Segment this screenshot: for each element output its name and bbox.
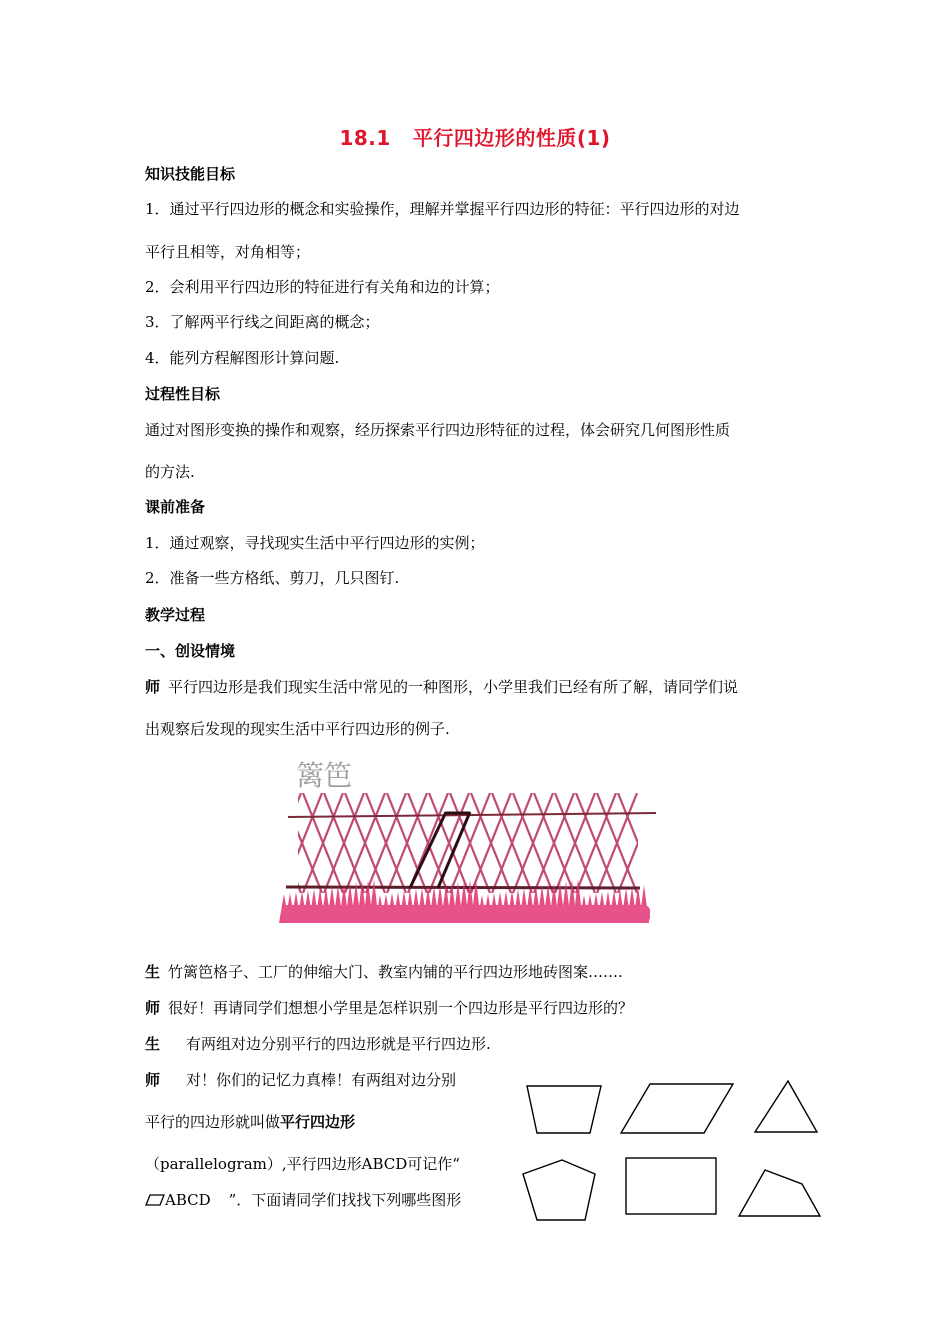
dialogue-5b (145, 1112, 355, 1132)
knowledge-item-3: 3．了解两平行线之间距离的概念； (145, 313, 380, 331)
heading-process: 过程性目标 (145, 385, 221, 403)
fence-caption: 篱笆 (296, 759, 353, 792)
dialogue-1b: 出观察后发现的现实生活中平行四边形的例子. (145, 720, 450, 738)
dialogue-2 (145, 962, 623, 982)
heading-knowledge: 知识技能目标 (145, 165, 236, 183)
dialogue-2-text: 竹篱笆格子、工厂的伸缩大门、教室内铺的平行四边形地砖图案……. (168, 963, 623, 981)
heading-prep: 课前准备 (145, 498, 206, 516)
heading-teaching: 教学过程 (145, 606, 206, 624)
prep-item-2: 2．准备一些方格纸、剪刀，几只图钉. (145, 569, 400, 587)
shape-trapezoid (527, 1086, 601, 1133)
parallelogram-symbol-icon (145, 1194, 165, 1206)
page-title (0, 122, 950, 151)
shapes-figure (515, 1070, 835, 1230)
knowledge-item-1a: 1．通过平行四边形的概念和实验操作，理解并掌握平行四边形的特征：平行四边形的对边 (145, 200, 740, 218)
dialogue-1a-text: 平行四边形是我们现实生活中常见的一种图形，小学里我们已经有所了解，请同学们说 (168, 678, 739, 696)
knowledge-item-2: 2．会利用平行四边形的特征进行有关角和边的计算； (145, 278, 500, 296)
knowledge-item-4: 4．能列方程解图形计算问题. (145, 349, 340, 367)
section-number: 18.1 (339, 126, 391, 150)
title-text: 平行四边形的性质(1) (412, 126, 611, 150)
term-parallelogram: 平行四边形 (280, 1113, 356, 1131)
abcd-label: ABCD (165, 1191, 211, 1209)
dialogue-4 (145, 1034, 491, 1054)
speaker-student: 生 (145, 963, 161, 981)
fence-illustration (278, 755, 660, 927)
fence-bottom-rail (286, 887, 640, 888)
dialogue-1a (145, 677, 738, 697)
dialogue-5a-text: 对！你们的记忆力真棒！有两组对边分别 (186, 1071, 457, 1089)
knowledge-item-1b: 平行且相等，对角相等； (145, 243, 311, 261)
shape-triangle (755, 1081, 817, 1132)
dialogue-5d (145, 1190, 461, 1210)
dialogue-4-text: 有两组对边分别平行的四边形就是平行四边形. (186, 1035, 491, 1053)
speaker-teacher: 师 (145, 999, 161, 1017)
dialogue-5a (145, 1070, 456, 1090)
dialogue-3 (145, 998, 633, 1018)
fence-top-rail (288, 813, 656, 817)
shape-rectangle (626, 1158, 716, 1214)
speaker-student: 生 (145, 1035, 161, 1053)
fence-grass (279, 879, 650, 923)
shape-pentagon (523, 1160, 595, 1220)
dialogue-5c: （parallelogram）,平行四边形ABCD可记作“ (145, 1155, 460, 1173)
dialogue-3-text: 很好！再请同学们想想小学里是怎样识别一个四边形是平行四边形的？ (168, 999, 634, 1017)
shape-quadrilateral (739, 1170, 820, 1216)
dialogue-5b-text: 平行的四边形就叫做 (145, 1113, 281, 1131)
process-text-b: 的方法. (145, 463, 195, 481)
speaker-teacher: 师 (145, 1071, 161, 1089)
dialogue-5d-text: ”．下面请同学们找找下列哪些图形 (228, 1191, 462, 1209)
fence-lattice (278, 793, 660, 893)
highlight-parallelogram-right (438, 812, 470, 888)
heading-situation: 一、创设情境 (145, 642, 236, 660)
process-text-a: 通过对图形变换的操作和观察，经历探索平行四边形特征的过程，体会研究几何图形性质 (145, 421, 731, 439)
speaker-teacher: 师 (145, 678, 161, 696)
shape-parallelogram (621, 1084, 733, 1133)
prep-item-1: 1．通过观察，寻找现实生活中平行四边形的实例； (145, 534, 485, 552)
